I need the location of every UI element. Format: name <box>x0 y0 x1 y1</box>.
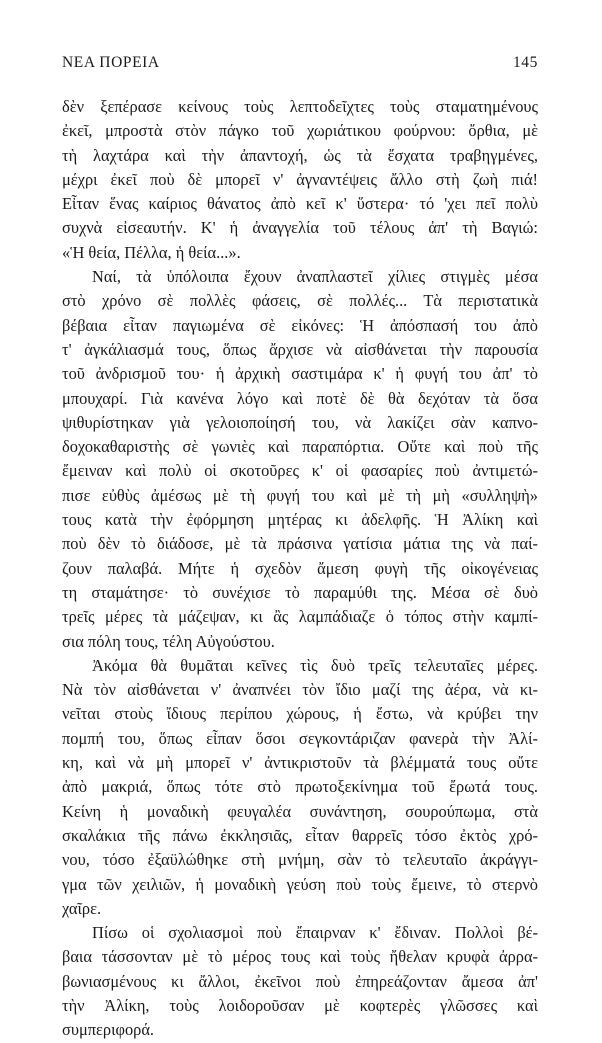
text-line: ἐκεῖ, μπροστὰ στὸν πάγκο τοῦ χωριάτικου φούρνου: ὄρθια, μὲ <box>62 121 538 141</box>
text-line: βωνιασμένους κι ἄλλοι, ἐκεῖνοι ποὺ ἐπηρεάζονταν ἄμεσα ἀπ' <box>62 971 538 991</box>
text-line: τρεῖς μέρες τὰ μάζεψαν, κι ἂς λαμπάδιαζε ὁ τόπος στὴν καμπί- <box>62 607 538 627</box>
text-line: βαια τάσσονταν μὲ τὸ μέρος τους καὶ τοὺς ἤθελαν κρυφὰ ἀρρα- <box>62 947 538 967</box>
text-line: τους κατὰ τὴν ἐφόρμηση μητέρας κι ἀδελφῆς. Ἡ Ἀλίκη καὶ <box>62 510 538 530</box>
text-line: τ' ἀγκάλιασμά τους, ὅπως ἄρχισε νὰ αἰσθάνεται τὴν παρουσία <box>62 339 538 359</box>
text-line: Εἶταν ἕνας καίριος θάνατος ἀπὸ κεῖ κ' ὕστερα· τό 'χει πεῖ πολὺ <box>62 194 538 214</box>
text-line: Νὰ τὸν αἰσθάνεται ν' ἀναπνέει τὸν ἴδιο μαζί της ἀέρα, νὰ κι- <box>62 680 538 700</box>
text-line: δοχοκαθαριστὴς σὲ γωνιὲς καὶ παραπόρτια. Οὔτε καὶ ποὺ τῆς <box>62 437 538 457</box>
text-line: γμα τῶν χειλιῶν, ἡ μοναδικὴ γεύση ποὺ τοὺς ἔμεινε, τὸ στερνὸ <box>62 874 538 894</box>
text-line: στὸ χρόνο σὲ πολλὲς φάσεις, σὲ πολλές... Τὰ περιστατικὰ <box>62 291 538 311</box>
text-line: ψιθυρίστηκαν γιὰ γελοιοποίησή του, νὰ λακίζει σὰν καπνο- <box>62 412 538 432</box>
text-line: Κείνη ἡ μοναδικὴ φευγαλέα συνάντηση, σουρούπωμα, στὰ <box>62 801 538 821</box>
text-line: ἔμειναν καὶ πολὺ οἱ σκοτοῦρες κ' οἱ φασαρίες ποὺ ἀντιμετώ- <box>62 461 538 481</box>
text-line: σκαλάκια τῆς πάνω ἐκκλησιᾶς, εἶταν θαρρεῖς τόσο ἐκτὸς χρό- <box>62 825 538 845</box>
running-header <box>62 54 538 72</box>
text-line: τὴν Ἀλίκη, τοὺς λοιδοροῦσαν μὲ κοφτερὲς γλῶσσες καὶ <box>62 995 538 1015</box>
text-line: Ναί, τὰ ὑπόλοιπα ἔχουν ἀναπλαστεῖ χίλιες στιγμὲς μέσα <box>92 267 538 287</box>
text-line: μπουχαρί. Γιὰ κανένα λόγο καὶ ποτὲ δὲ θὰ δεχόταν τὰ ὅσα <box>62 388 538 408</box>
text-line: μέχρι ἐκεῖ ποὺ δὲ μπορεῖ ν' ἀγναντέψεις ἄλλο στὴ ζωὴ πιά! <box>62 169 538 189</box>
text-line: ποὺ δὲν τὸ διάδοσε, μὲ τὰ πράσινα γατίσια μάτια της νὰ παί- <box>62 534 538 554</box>
text-line: κη, καὶ νὰ μὴ μπορεῖ ν' ἀντικριστοῦν τὰ βλέμματά τους οὔτε <box>62 753 538 773</box>
text-line: πομπή του, ὅπως εἶπαν ὅσοι σεγκοντάριζαν φανερὰ τὴν Ἀλί- <box>62 728 538 748</box>
text-line: νου, τόσο ἐξαϋλώθηκε στὴ μνήμη, σὰν τὸ τελευταῖο ἀκράγγι- <box>62 850 538 870</box>
text-line: Πίσω οἱ σχολιασμοὶ ποὺ ἔπαιρναν κ' ἔδιναν. Πολλοὶ βέ- <box>92 923 538 943</box>
text-line: πισε εὐθὺς ἀμέσως μὲ τὴ φυγή του καὶ μὲ τὴ μὴ «συλληψὴ» <box>62 485 538 505</box>
text-line: «Ἡ θεία, Πέλλα, ἡ θεία...». <box>62 242 241 262</box>
text-line: τοῦ ἀνδρισμοῦ του· ἡ ἀρχικὴ σαστιμάρα κ' ἡ φυγή του ἀπ' τὸ <box>62 364 538 384</box>
text-line: συμπεριφορά. <box>62 1020 155 1040</box>
page-number: 145 <box>512 54 538 71</box>
text-line: δὲν ξεπέρασε κείνους τοὺς λεπτοδεῖχτες τοὺς σταματημένους <box>62 97 538 116</box>
text-line: συχνὰ εἰσεαυτήν. Κ' ἡ ἀναγγελία τοῦ τέλους ἀπ' τὴ Βαγιώ: <box>62 218 538 238</box>
body-text <box>62 95 538 1043</box>
text-line: τὴ λαχτάρα καὶ τὴν ἀπαντοχή, ὡς τὰ ἔσχατα τραβηγμένες, <box>62 145 538 165</box>
running-title: ΝΕΑ ΠΟΡΕΙΑ <box>62 54 160 71</box>
text-line: νεῖται στοὺς ἴδιους περίπου χώρους, ἡ ἔστω, νὰ κρύβει την <box>62 704 538 724</box>
text-line: χαῖρε. <box>62 898 102 918</box>
text-line: ἀπὸ μακριά, ὅπως τότε στὸ πρωτοξεκίνημα τοῦ ἔρωτά τους. <box>62 777 538 797</box>
text-line: Ἀκόμα θὰ θυμᾶται κεῖνες τὶς δυὸ τρεῖς τελευταῖες μέρες. <box>92 655 538 675</box>
text-line: σια πόλη τους, τέλη Αὐγούστου. <box>62 631 275 651</box>
text-line: ζουν παλαβά. Μήτε ἡ σχεδὸν ἄμεση φυγὴ τῆς οἰκογένειας <box>62 558 538 578</box>
text-line: τη σταμάτησε· τὸ συνέχισε τὸ παραμύθι της. Μέσα σὲ δυὸ <box>62 582 538 602</box>
text-line: βέβαια εἶταν παγιωμένα σὲ εἰκόνες: Ἡ ἀπόσπασή του ἀπὸ <box>62 315 538 335</box>
